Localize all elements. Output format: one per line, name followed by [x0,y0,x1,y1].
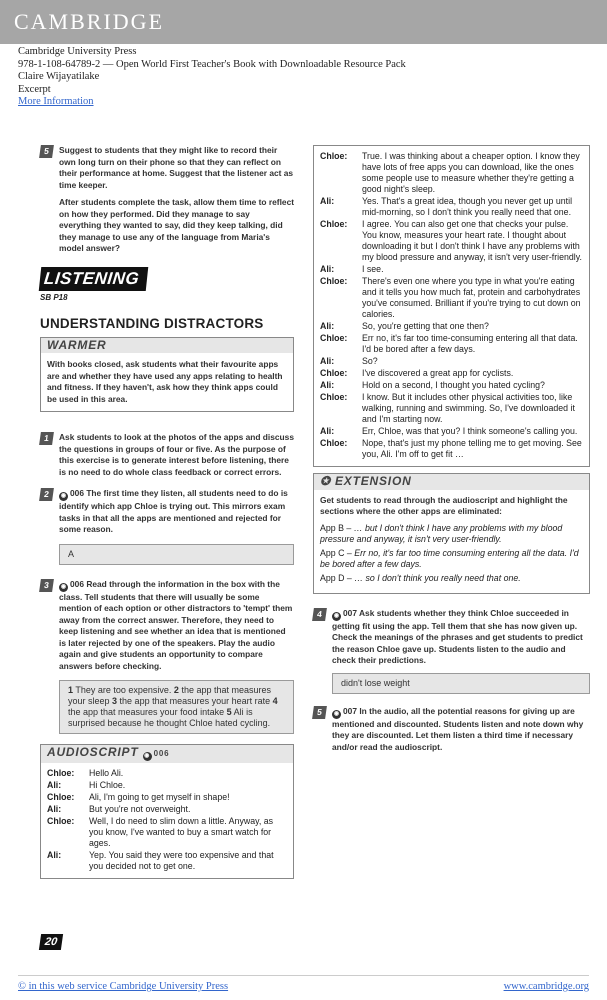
answer-number: 5 [226,707,232,717]
left-column [40,145,294,261]
audio-cd-icon: ◉ [60,493,67,499]
extension-body [314,490,589,593]
extension-icon: ✪ [320,474,331,488]
step-text: After students complete the task, allow them time to reflect on how they performed. Did they manage to say everything they wanted to say, did they keep talking, did they manage to use any of the language from Maria's model answer? [59,197,295,253]
extension-label: EXTENSION [335,474,412,488]
audioscript-box [40,744,294,879]
book-isbn-title: 978-1-108-64789-2 — Open World First Teacher's Book with Downloadable Resource Pack [18,58,406,70]
track-number: 006 [153,749,170,758]
warmer-box [40,337,294,413]
utterance: Ali, I'm going to get myself in shape! [89,792,230,802]
utterance: Hello Ali. [89,768,124,778]
answer-number: 3 [112,696,118,706]
script-line [47,780,287,792]
speaker: Ali: [320,196,335,206]
website-link[interactable]: www.cambridge.org [503,981,589,992]
script-line [47,804,287,816]
step-4 [313,608,590,694]
step-3 [40,579,294,735]
script-line [320,276,583,321]
audio-cd-icon: ◉ [333,710,340,717]
more-information-link[interactable]: More Information [18,96,94,107]
speaker: Chloe: [47,816,75,826]
speaker: Chloe: [320,333,348,343]
script-line [320,321,583,333]
utterance: I know. But it includes other physical activities too, like walking, running and swimming. So, I've downloaded it and I'm starting now. [362,392,575,424]
page-footer [18,975,589,992]
app-label: App C – [320,547,355,558]
answer-box [59,680,294,734]
audio-cd-icon: ◉ [60,583,67,590]
step-text: Ask students to look at the photos of the apps and discuss the questions in groups of four or five. As the purpose of this exercise is to generate interest before listening, there is no need to do whole class feedback or correct errors. [59,432,294,477]
speaker: Ali: [47,804,62,814]
audioscript-heading [41,745,293,763]
utterance: True. I was thinking about a cheaper option. I know they have lots of free apps you can download, like the ones some people use to measure whether they're getting a good night's sleep. [362,151,580,194]
utterance: Hold on a second, I thought you hated cycling? [362,380,545,390]
app-label: App B – [320,522,354,533]
utterance: Yep. You said they were too expensive and that you decided not to get one. [89,850,274,871]
track-number: 006 [70,578,84,589]
speaker: Chloe: [320,438,348,448]
speaker: Chloe: [320,276,348,286]
script-line [320,196,583,219]
answer-text: the app that measures your food intake [68,707,227,717]
speaker: Chloe: [47,768,75,778]
utterance: But you're not overweight. [89,804,191,814]
publisher-name: Cambridge University Press [18,46,137,57]
app-quote: … but I don't think I have any problems with my blood pressure and anyway, it isn't very user-friendly. [320,522,563,544]
excerpt-label: Excerpt [18,83,51,95]
answer-number: 2 [173,685,179,695]
script-line [47,850,287,873]
speaker: Ali: [47,850,62,860]
step-text: Suggest to students that they might like to record their own long turn on their phone so that they can reflect on their performance at home. Suggest that the listener act as time keeper. [59,145,294,190]
track-number: 007 [343,607,357,618]
extension-row [320,573,583,584]
app-label: App D – [320,572,355,583]
speaker: Chloe: [320,151,348,161]
speaker: Ali: [320,264,335,274]
script-line [320,264,583,276]
right-column [313,145,590,759]
answer-text: They are too expensive. [73,685,174,695]
speaker: Chloe: [47,792,75,802]
track-number: 006 [70,488,84,498]
answer-text: Ali is surprised because he thought Chloe hated cycling. [68,707,271,728]
speaker: Chloe: [320,392,348,402]
script-line [47,792,287,804]
section-title: UNDERSTANDING DISTRACTORS [40,316,264,331]
step-number: 1 [39,432,54,445]
answer-number: 1 [68,685,74,695]
page-number: 20 [39,934,63,950]
utterance: Hi Chloe. [89,780,126,790]
app-quote: … so I don't think you really need that one. [354,572,521,583]
answer-number: 4 [272,696,278,706]
script-line [320,380,583,392]
app-quote: Err no, it's far too time consuming entering all the data. I'd be bored after a few days. [320,547,579,569]
audioscript-lines [41,763,293,878]
step-text: Ask students whether they think Chloe succeeded in getting fit using the app. Tell them that she has now given up. Check the meanings of the phrases and get students to predict the reason Chloe gave up. Students listen to the audio and check their predictions. [332,607,583,665]
book-metadata [18,46,406,109]
track-number: 007 [343,705,357,716]
script-line [320,368,583,380]
step-number: 2 [39,488,54,501]
utterance: I agree. You can also get one that checks your pulse. You know, measures your heart rate. I thought about downloading it but I don't think I have any problems with my blood pressure and anyway, it isn't very user-friendly. [362,219,582,262]
utterance: Nope, that's just my phone telling me to get moving. See you, Ali. I'm off to get fit … [362,438,582,459]
audio-cd-icon: ◉ [144,753,151,759]
utterance: Err no, it's far too time-consuming entering all that data. I'd be bored after a few days. [362,333,578,354]
speaker: Ali: [320,380,335,390]
step-5-top [40,145,294,255]
script-line [47,816,287,850]
extension-heading [314,474,589,490]
step-text: The first time they listen, all students need to do is identify which app Chloe is trying out. This mirrors exam tasks in that all the apps are mentioned and rejected for some reason. [59,488,288,534]
utterance: Yes. That's a great idea, though you never get up until mid-morning, so I don't think you really need that one. [362,196,573,217]
warmer-heading: WARMER [41,338,293,354]
publisher-banner [0,0,607,44]
speaker: Ali: [320,356,335,366]
step-number: 5 [39,145,54,158]
left-column-lower [40,318,294,879]
listening-label: LISTENING [39,267,149,291]
script-line [320,426,583,438]
script-line [320,356,583,368]
speaker: Ali: [320,321,335,331]
step-text: In the audio, all the potential reasons for giving up are mentioned and discounted. Students listen and note down why they are discounted. Let them listen a third time if necessary and/or read the audioscript. [332,705,584,752]
extension-box [313,473,590,594]
listening-heading [40,267,147,302]
student-book-page: SB P18 [40,293,68,302]
utterance: Well, I do need to slim down a little. Anyway, as you know, I've wanted to buy a smart watch for ages. [89,816,274,848]
speaker: Chloe: [320,219,348,229]
utterance: I've discovered a great app for cyclists. [362,368,514,378]
author-name: Claire Wijayatilake [18,71,100,82]
script-line [47,768,287,780]
answer-text: the app that measures your sleep [68,685,271,706]
utterance: There's even one where you type in what you're eating and it tells you how much fat, protein and carbohydrates you've consumed. Brilliant if you're trying to cut down on calories. [362,276,581,319]
speaker: Ali: [320,426,335,436]
speaker: Ali: [47,780,62,790]
step-2 [40,488,294,565]
speaker: Chloe: [320,368,348,378]
audioscript-continued-box [313,145,590,467]
step-number: 3 [39,579,54,592]
step-5 [313,706,590,754]
audio-cd-icon: ◉ [333,612,340,619]
extension-lead: Get students to read through the audioscript and highlight the sections where the other apps are eliminated: [320,494,568,516]
answer-text: the app that measures your heart rate [117,696,273,706]
copyright-link[interactable]: © in this web service Cambridge University Press [18,981,229,992]
script-line [320,333,583,356]
cambridge-logo: CAMBRIDGE [14,9,165,34]
utterance: I see. [362,264,384,274]
extension-row [320,523,583,545]
script-line [320,438,583,461]
audioscript-label: AUDIOSCRIPT [47,745,139,759]
utterance: So? [362,356,378,366]
warmer-body: With books closed, ask students what their favourite apps are and whether they have used any apps relating to health and fitness. If they haven't, ask how they think apps could be used in this area. [47,359,283,404]
answer-box: didn't lose weight [332,673,590,694]
script-line [320,392,583,426]
step-text: Read through the information in the box with the class. Tell students that there will usually be some mention of each option or other distractors to 'tempt' them away from the correct answer. Therefore, they need to keep listening and see whether an idea that is mentioned is later rejected by one of the speakers. Play the audio again and give students an opportunity to compare answers before checking. [59,578,293,671]
extension-row [320,548,583,570]
step-number: 5 [312,706,327,719]
answer-box: A [59,544,294,565]
script-line [320,219,583,264]
step-1 [40,432,294,478]
step-number: 4 [312,608,327,621]
utterance: So, you're getting that one then? [362,321,489,331]
utterance: Err, Chloe, was that you? I think someone's calling you. [362,426,578,436]
script-line [320,151,583,196]
